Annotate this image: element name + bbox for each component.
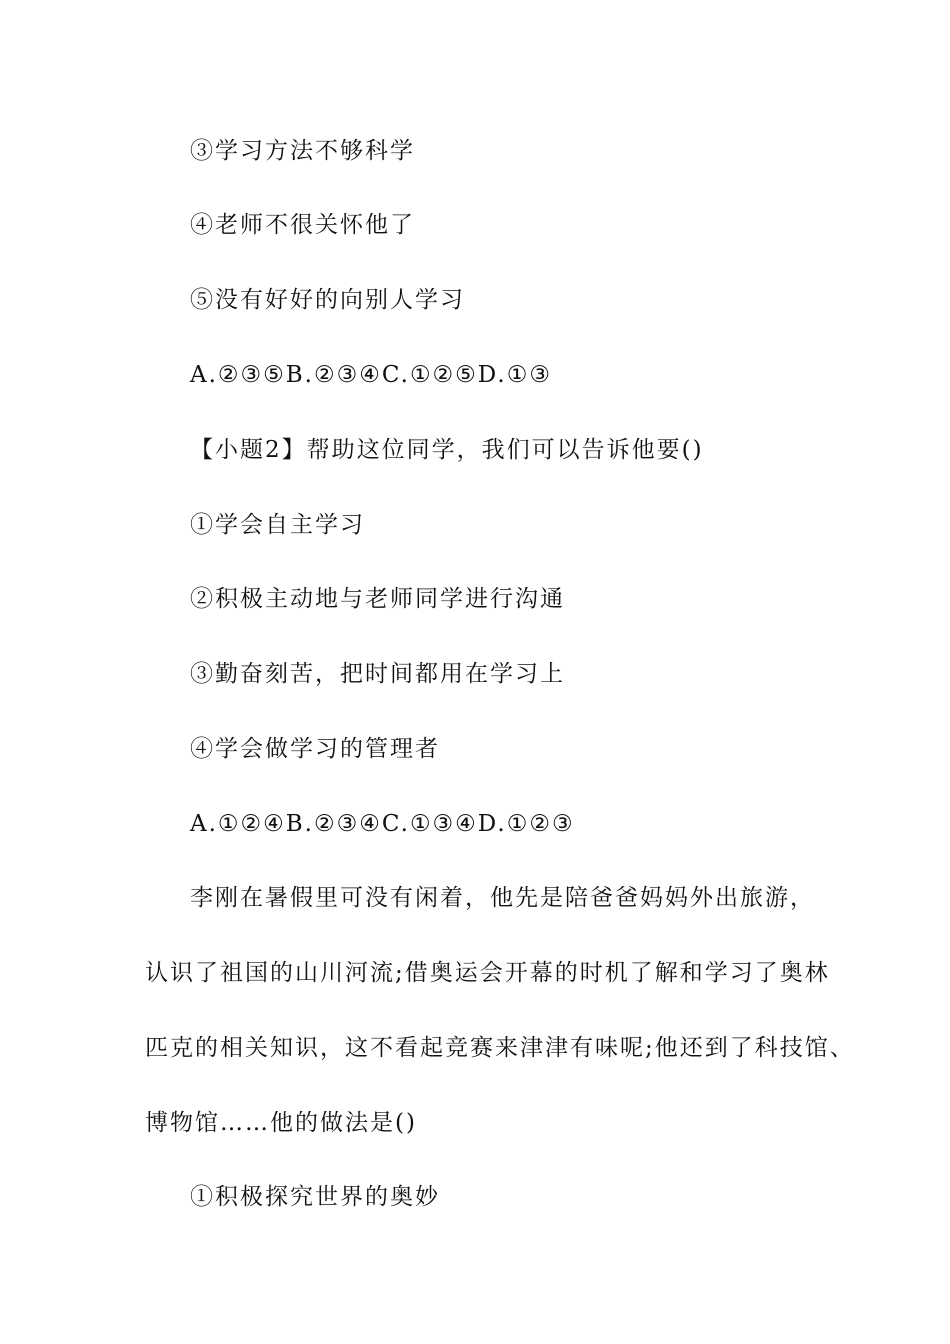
question-2-prompt: 【小题2】帮助这位同学，我们可以告诉他要() (190, 437, 704, 463)
q2-option-4: ④学会做学习的管理者 (190, 736, 440, 762)
q2-option-1: ①学会自主学习 (190, 512, 365, 538)
paragraph-line-2: 认识了祖国的山川河流;借奥运会开幕的时机了解和学习了奥林 (145, 960, 830, 986)
paragraph-line-3: 匹克的相关知识，这不看起竞赛来津津有味呢;他还到了科技馆、 (145, 1035, 855, 1061)
paragraph-line-4: 博物馆……他的做法是() (145, 1110, 417, 1136)
answer-choices-1: A.②③⑤B.②③④C.①②⑤D.①③ (190, 362, 552, 388)
q2-option-2: ②积极主动地与老师同学进行沟通 (190, 586, 565, 612)
option-line-5: ⑤没有好好的向别人学习 (190, 287, 465, 313)
paragraph-line-1: 李刚在暑假里可没有闲着，他先是陪爸爸妈妈外出旅游， (190, 885, 815, 911)
q3-option-1: ①积极探究世界的奥妙 (190, 1184, 440, 1210)
option-line-3: ③学习方法不够科学 (190, 138, 415, 164)
option-line-4: ④老师不很关怀他了 (190, 212, 415, 238)
q2-option-3: ③勤奋刻苦，把时间都用在学习上 (190, 661, 565, 687)
answer-choices-2: A.①②④B.②③④C.①③④D.①②③ (190, 811, 575, 837)
